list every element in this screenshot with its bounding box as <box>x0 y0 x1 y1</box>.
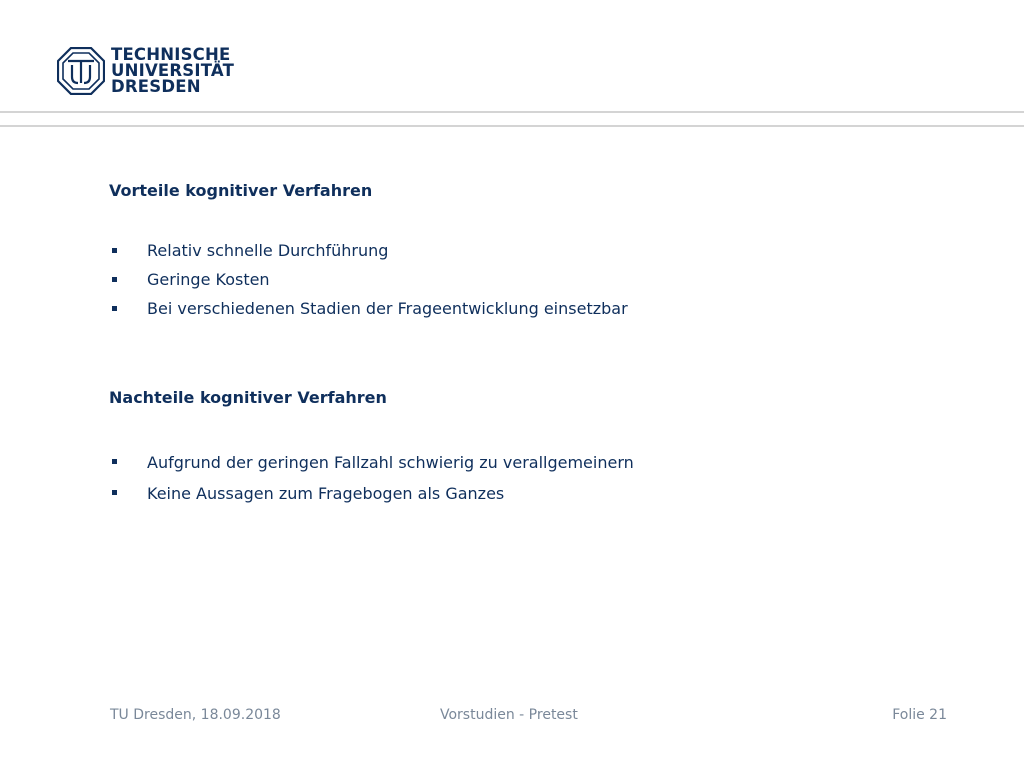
logo-line-3: DRESDEN <box>111 77 201 96</box>
bullet-icon <box>112 459 117 464</box>
list-item-text: Keine Aussagen zum Fragebogen als Ganzes <box>147 484 505 503</box>
slide-content <box>109 179 989 509</box>
logo-line-2: UNIVERSITÄT <box>111 61 235 80</box>
bullet-icon <box>112 277 117 282</box>
advantages-heading: Vorteile kognitiver Verfahren <box>109 181 373 200</box>
disadvantages-heading: Nachteile kognitiver Verfahren <box>109 388 387 407</box>
header-divider-bottom <box>0 125 1024 127</box>
list-item-text: Bei verschiedenen Stadien der Frageentwicklung einsetzbar <box>147 299 628 318</box>
bullet-icon <box>112 490 117 495</box>
list-item <box>109 478 989 509</box>
tu-dresden-logo <box>57 47 234 95</box>
bullet-icon <box>112 306 117 311</box>
header-divider-top <box>0 111 1024 113</box>
advantages-list <box>109 236 989 323</box>
disadvantages-list <box>109 447 989 509</box>
list-item-text: Relativ schnelle Durchführung <box>147 241 389 260</box>
list-item <box>109 236 989 265</box>
tu-dresden-emblem-icon <box>57 47 105 95</box>
list-item <box>109 265 989 294</box>
list-item <box>109 447 989 478</box>
footer-title: Vorstudien - Pretest <box>440 707 578 723</box>
bullet-icon <box>112 248 117 253</box>
footer-slide-number: Folie 21 <box>892 707 947 723</box>
logo-line-1: TECHNISCHE <box>111 45 231 64</box>
logo-wordmark <box>111 47 234 95</box>
list-item <box>109 294 989 323</box>
list-item-text: Aufgrund der geringen Fallzahl schwierig zu verallgemeinern <box>147 453 634 472</box>
footer-date: TU Dresden, 18.09.2018 <box>110 707 281 723</box>
list-item-text: Geringe Kosten <box>147 270 270 289</box>
